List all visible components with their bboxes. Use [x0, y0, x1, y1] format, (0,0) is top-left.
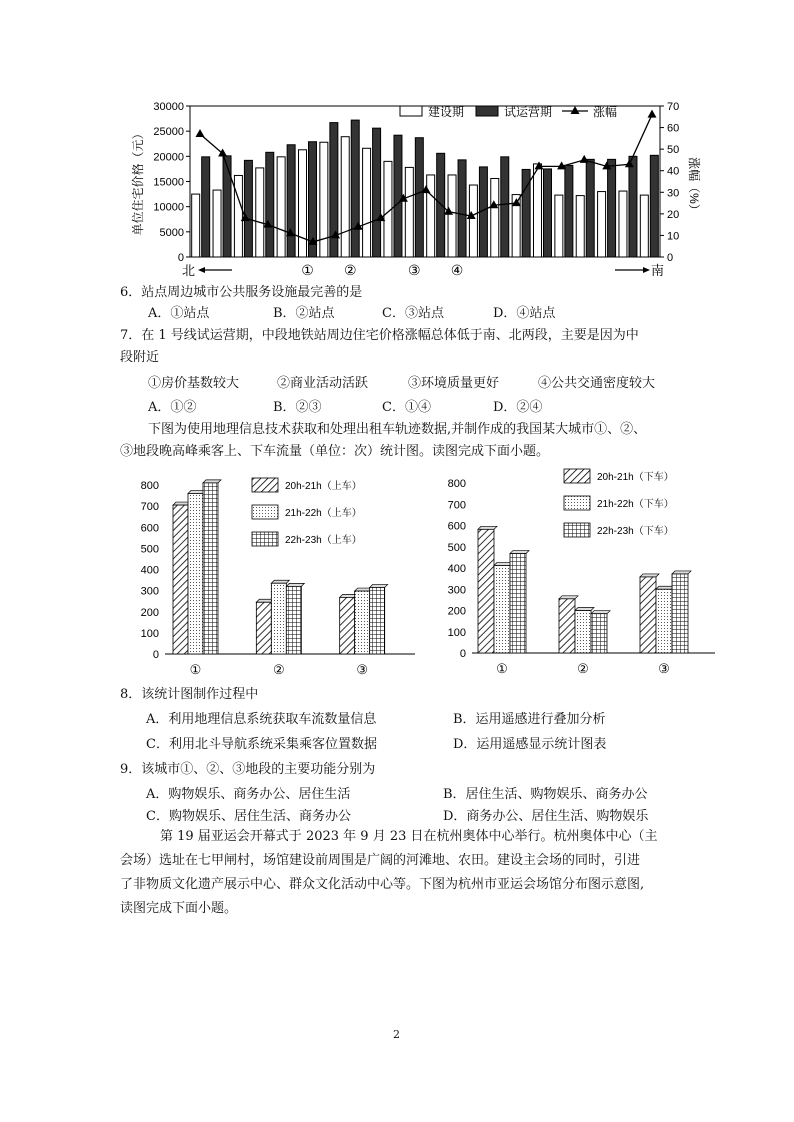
y-tick-label: 0 [459, 648, 466, 660]
y-tick-label: 500 [140, 543, 159, 556]
q8-option-b[interactable]: B．运用遥感进行叠加分析 [453, 712, 606, 727]
bar-operation [458, 160, 466, 257]
bar-construction [405, 167, 413, 257]
legend-swatch [564, 469, 590, 483]
y-tick-label: 200 [447, 605, 466, 618]
y2-tick-label: 20 [667, 208, 680, 221]
legend-swatch-operation [476, 106, 498, 116]
category-label: ③ [356, 662, 368, 677]
bar [271, 583, 286, 654]
bar-operation [586, 159, 594, 257]
bar [340, 597, 355, 654]
intro2-line4: 读图完成下面小题。 [120, 901, 238, 916]
bar [286, 586, 301, 654]
bar-construction [427, 175, 435, 257]
bar-construction [469, 185, 477, 257]
south-label: 南 [651, 263, 665, 278]
q7-option-d[interactable]: D．②④ [493, 400, 543, 415]
q7-option-b[interactable]: B．②③ [273, 400, 322, 415]
y-tick-label: 400 [140, 564, 159, 577]
bar-operation [287, 145, 295, 257]
bar-operation [415, 138, 423, 257]
y-tick-label: 300 [140, 585, 159, 598]
legend-swatch [252, 532, 278, 546]
y-tick-label: 0 [177, 252, 184, 264]
y-tick-label: 800 [447, 478, 466, 490]
legend-swatch-construction [400, 106, 422, 116]
legend-label-increase: 涨幅 [593, 105, 618, 119]
q6-stem: 6．站点周边城市公共服务设施最完善的是 [120, 285, 363, 300]
station-marker: ③ [408, 262, 421, 278]
bar [478, 529, 494, 653]
q9-stem: 9．该城市①、②、③地段的主要功能分别为 [120, 762, 376, 777]
y-tick-label: 20000 [153, 151, 184, 164]
bar-operation [266, 152, 274, 257]
bar-operation [244, 160, 252, 257]
house-price-chart [130, 98, 701, 283]
q7-statement-1: ①房价基数较大 [148, 376, 240, 391]
bar [559, 599, 575, 653]
bar [355, 591, 370, 654]
q8-option-d[interactable]: D．运用遥感显示统计图表 [453, 737, 607, 752]
increase-marker [648, 110, 657, 118]
legend-label: 21h-22h（上车） [285, 508, 362, 519]
bar-operation [608, 159, 616, 257]
y-tick-label: 600 [140, 522, 159, 535]
y2-tick-label: 50 [667, 144, 680, 157]
y2-tick-label: 10 [667, 230, 680, 243]
intro1-line2: ③地段晚高峰乘客上、下车流量（单位：次）统计图。读图完成下面小题。 [120, 444, 550, 459]
q7-stem-line2: 段附近 [120, 350, 160, 365]
y-tick-label: 30000 [153, 101, 184, 113]
y-tick-label: 15000 [153, 176, 184, 189]
bar-construction [192, 194, 200, 257]
q9-option-d[interactable]: D．商务办公、居住生活、购物娱乐 [443, 809, 649, 824]
q8-stem: 8．该统计图制作过程中 [120, 687, 259, 702]
category-label: ① [189, 662, 202, 677]
bar-operation [351, 120, 359, 257]
y-tick-label: 500 [447, 541, 466, 554]
q6-option-c[interactable]: C．③站点 [382, 306, 444, 321]
bar [203, 483, 218, 654]
intro1-line1: 下图为使用地理信息技术获取和处理出租车轨迹数据,并制作成的我国某大城市①、②、 [148, 422, 647, 437]
bar-construction [234, 175, 242, 257]
bar-construction [619, 191, 627, 257]
legend-swatch [252, 505, 278, 519]
bar-operation [650, 155, 658, 257]
category-label: ① [496, 661, 508, 676]
intro2-line3: 了非物质文化遗产展示中心、群众文化活动中心等。下图为杭州市亚运会场馆分布图示意图, [120, 877, 645, 892]
north-label: 北 [182, 263, 196, 278]
legend-marker [571, 106, 580, 114]
q7-statement-4: ④公共交通密度较大 [538, 376, 656, 391]
legend-swatch [564, 496, 590, 510]
bar-construction [576, 196, 584, 257]
q9-option-c[interactable]: C．购物娱乐、居住生活、商务办公 [146, 809, 351, 824]
legend-label: 20h-21h（上车） [285, 481, 362, 492]
q7-statement-2: ②商业活动活跃 [277, 376, 369, 391]
bar-operation [629, 156, 637, 257]
y-tick-label: 700 [140, 501, 159, 514]
bar-top [510, 551, 529, 554]
y2-tick-label: 60 [667, 122, 680, 135]
q6-option-d[interactable]: D．④站点 [493, 306, 556, 321]
bar-top [203, 480, 221, 483]
bar-construction [491, 178, 499, 257]
legend-label-operation: 试运营期 [504, 105, 553, 119]
bar [173, 505, 188, 654]
station-marker: ④ [450, 262, 464, 278]
bar-operation [373, 128, 381, 257]
bar [256, 602, 271, 654]
bar-top [370, 584, 388, 587]
increase-marker [196, 129, 205, 137]
y2-tick-label: 30 [667, 187, 680, 200]
bar [656, 589, 672, 653]
bar-construction [213, 190, 221, 257]
bar-operation [394, 135, 402, 257]
bar [672, 574, 688, 653]
page-number: 2 [393, 1028, 400, 1041]
station-marker: ② [343, 262, 357, 278]
y-tick-label: 200 [140, 606, 159, 619]
legend-label: 22h-23h（上车） [285, 535, 362, 546]
y-tick-label: 300 [447, 584, 466, 597]
q6-option-b[interactable]: B．②站点 [273, 306, 335, 321]
north-arrowhead [198, 267, 205, 273]
category-label: ② [273, 662, 285, 677]
alighting-chart [432, 465, 717, 680]
bar [188, 493, 203, 654]
legend-label-construction: 建设期 [428, 105, 465, 119]
legend-label: 22h-23h（下车） [597, 526, 674, 537]
bar-construction [598, 192, 606, 257]
bar-construction [299, 150, 307, 257]
y-axis-label: 单位住宅价格（元） [131, 127, 145, 236]
y-tick-label: 100 [140, 627, 159, 640]
bar-top [271, 580, 289, 583]
bar-construction [448, 175, 456, 257]
bar [640, 577, 656, 653]
bar-top [640, 574, 659, 577]
legend-swatch [252, 478, 278, 492]
bar-operation [501, 157, 509, 257]
legend-label: 21h-22h（下车） [597, 499, 674, 510]
bar [494, 565, 510, 653]
q8-option-c[interactable]: C．利用北斗导航系统采集乘客位置数据 [146, 737, 377, 752]
bar-construction [555, 195, 563, 257]
q7-stem-line1: 7．在 1 号线试运营期，中段地铁站周边住宅价格涨幅总体低于南、北两段，主要是因为中 [120, 328, 639, 343]
bar-top [672, 571, 691, 574]
bar-top [591, 611, 610, 614]
y-tick-label: 5000 [159, 226, 184, 239]
bar-top [478, 526, 497, 529]
bar-operation [202, 157, 210, 257]
bar [510, 554, 526, 653]
q6-option-a[interactable]: A．①站点 [148, 306, 210, 321]
bar-construction [277, 157, 285, 257]
y2-tick-label: 70 [667, 101, 680, 113]
bar-operation [565, 165, 573, 257]
y-tick-label: 600 [447, 520, 466, 533]
y-tick-label: 0 [152, 649, 159, 661]
q7-option-a[interactable]: A．①② [148, 400, 197, 415]
legend-swatch [564, 523, 590, 537]
bar-construction [640, 195, 648, 257]
bar [591, 614, 607, 653]
bar-construction [256, 168, 264, 257]
y-tick-label: 400 [447, 563, 466, 575]
y-tick-label: 100 [447, 626, 466, 639]
bar [575, 611, 591, 654]
y-tick-label: 800 [140, 480, 159, 492]
y2-tick-label: 0 [667, 252, 674, 264]
q9-option-a[interactable]: A．购物娱乐、商务办公、居住生活 [146, 787, 351, 802]
q7-option-c[interactable]: C．①④ [382, 400, 431, 415]
q8-option-a[interactable]: A．利用地理信息系统获取车流数量信息 [146, 712, 377, 727]
intro2-line2: 会场）选址在七甲闸村，场馆建设前周围是广阔的河滩地、农田。建设主会场的同时，引进 [120, 853, 641, 868]
y-tick-label: 25000 [153, 126, 184, 139]
bar-top [286, 583, 304, 586]
station-marker: ① [301, 262, 314, 278]
bar-operation [437, 153, 445, 257]
y2-axis-label: 涨幅（%） [687, 157, 701, 216]
category-label: ② [577, 661, 589, 676]
bar-construction [341, 137, 349, 257]
bar-top [559, 596, 578, 599]
bar-construction [534, 164, 542, 257]
bar-construction [363, 148, 371, 257]
y2-tick-label: 40 [667, 165, 680, 178]
bar-operation [544, 169, 552, 257]
bar-top [575, 608, 594, 611]
y-tick-label: 10000 [153, 201, 184, 214]
south-arrowhead [643, 267, 650, 273]
q7-statement-3: ③环境质量更好 [408, 376, 500, 391]
intro2-line1: 第 19 届亚运会开幕式于 2023 年 9 月 23 日在杭州奥体中心举行。杭州奥体中心（主 [160, 829, 658, 844]
category-label: ③ [658, 661, 670, 676]
increase-marker [218, 148, 227, 156]
y-tick-label: 700 [447, 499, 466, 512]
boarding-chart [120, 470, 420, 680]
legend-label: 20h-21h（下车） [597, 472, 674, 483]
bar [370, 587, 385, 654]
q9-option-b[interactable]: B．居住生活、购物娱乐、商务办公 [443, 787, 648, 802]
bar-operation [223, 156, 231, 257]
